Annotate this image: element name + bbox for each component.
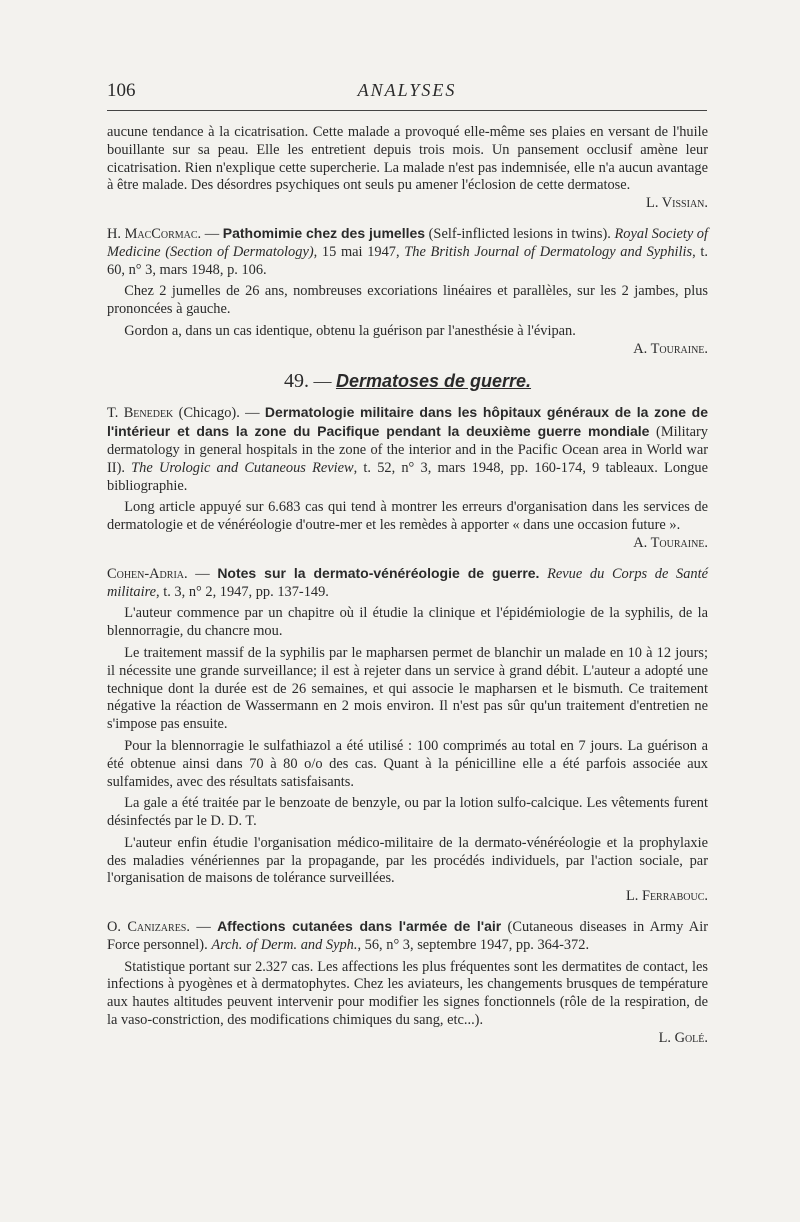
paragraph: Long article appuyé sur 6.683 cas qui tend à montrer les erreurs d'organisation dans les services de dermatologie et de vénéréologie d'outre-mer et les remèdes à apporter « dans une occasion future ».	[107, 499, 708, 534]
paragraph: L'auteur enfin étudie l'organisation médico-militaire de la dermato-vénéréologie et la prophylaxie des maladies vénériennes par la propagande, par les procédés individuels, par l'action sociale, par l'organisation de maisons de tolérance surveillées.	[107, 834, 708, 887]
signature: L. Ferrabouc.	[625, 888, 708, 905]
separator: —	[187, 565, 218, 582]
page-body	[107, 124, 708, 1048]
article-title: Affections cutanées dans l'armée de l'air	[217, 918, 502, 935]
running-title: ANALYSES	[357, 80, 457, 100]
journal-name: Arch. of Derm. and Syph.	[211, 936, 358, 953]
article-title: Pathomimie chez des jumelles	[222, 224, 426, 241]
citation-text: , t. 3, n° 2, 1947, pp. 137-149.	[156, 583, 329, 600]
author: Cohen-Adria.	[107, 565, 188, 582]
citation-text: , 56, n° 3, septembre 1947, pp. 364-372.	[357, 936, 590, 953]
separator: —	[201, 225, 223, 242]
citation	[107, 225, 708, 279]
section-title: Dermatoses de guerre.	[335, 370, 532, 391]
citation-text: , 15 mai 1947,	[313, 243, 405, 260]
signature: L. Vissian.	[646, 195, 708, 212]
author: O. Canizares.	[107, 919, 190, 936]
entry-benedek	[107, 404, 708, 552]
citation-text: , t. 60, n° 3, mars 1948, p. 106.	[107, 243, 709, 278]
page-number: 106	[107, 80, 136, 101]
signature: A. Touraine.	[633, 534, 708, 551]
paragraph: Gordon a, dans un cas identique, obtenu la guérison par l'anesthésie à l'évipan.	[124, 322, 576, 339]
citation	[107, 404, 708, 495]
article-title: Dermatologie militaire dans les hôpitaux généraux de la zone de l'intérieur et dans la zone du Pacifique pendant la deuxième guerre mondiale	[107, 404, 708, 440]
journal-name: Revue du Corps de Santé militaire	[107, 565, 708, 600]
separator: —	[308, 370, 336, 391]
journal-name: The British Journal of Dermatology and Syphilis	[404, 243, 693, 260]
section-heading	[107, 369, 708, 392]
journal-name: Royal Society of Medicine (Section of Dermatology)	[107, 225, 709, 260]
author: H. MacCormac.	[107, 225, 202, 242]
entry-cohen-adria	[107, 565, 708, 906]
citation-text: (Military dermatology in general hospitals in the zone of the interior and in the Pacific Ocean area in World war II).	[107, 424, 708, 476]
paragraph: aucune tendance à la cicatrisation. Cette malade a provoqué elle-même ses plaies en versant de l'huile bouillante sur sa peau. Elle les entretient depuis trois mois. Un pansement occlusif amène leur cicatrisation. Rien n'explique cette supercherie. La malade n'est pas indemnisée, elle n'a aucun avantage à être malade. Des désordres psychiques ont seuls pu amener l'éclosion de cette dermatose.	[107, 124, 708, 194]
entry-vissian	[107, 124, 708, 213]
citation	[107, 918, 708, 955]
citation-text: (Chicago). —	[173, 405, 265, 422]
paragraph: Pour la blennorragie le sulfathiazol a été utilisé : 100 comprimés au total en 7 jours. La guérison a été obtenue ainsi dans 70 à 80 o/o des cas. Quant à la pénicilline elle a été parfois associée aux sulfamides, avec des résultats satisfaisants.	[107, 737, 708, 790]
citation	[107, 565, 708, 602]
signature: L. Golé.	[658, 1029, 708, 1046]
paragraph: L'auteur commence par un chapitre où il étudie la clinique et l'épidémiologie de la syphilis, de la blennorragie, du chancre mou.	[107, 605, 708, 640]
paragraph: Chez 2 jumelles de 26 ans, nombreuses excoriations linéaires et parallèles, sur les 2 jambes, plus prononcées à gauche.	[107, 283, 708, 318]
signature: A. Touraine.	[633, 340, 708, 357]
citation-text: , t. 52, n° 3, mars 1948, pp. 160-174, 9 tableaux. Longue bibliographie.	[107, 459, 708, 494]
section-number: 49.	[283, 369, 309, 392]
header-rule	[107, 110, 707, 111]
article-title: Notes sur la dermato-vénéréologie de guerre.	[217, 564, 540, 581]
page-header	[107, 80, 707, 104]
separator: —	[189, 919, 218, 936]
paragraph: La gale a été traitée par le benzoate de benzyle, ou par la lotion sulfo-calcique. Les vêtements furent désinfectés par le D. D. T.	[107, 795, 708, 830]
entry-maccormac	[107, 225, 708, 359]
entry-canizares	[107, 918, 708, 1048]
author: T. Benedek	[107, 405, 174, 422]
citation-text: (Cutaneous diseases in Army Air Force personnel).	[107, 919, 708, 953]
citation-text: (Self-inflicted lesions in twins).	[425, 225, 615, 242]
journal-name: The Urologic and Cutaneous Review	[131, 459, 354, 476]
paragraph: Le traitement massif de la syphilis par le mapharsen permet de blanchir un malade en 10 à 12 jours; il nécessite une grande surveillance; il est à rejeter dans un service à grand débit. L'auteur a adopté une technique dont la durée est de 26 semaines, et qui associe le mapharsen et le bismuth. Ce traitement négative la réaction de Wassermann en 2 mois environ. Il n'est pas sûr qu'un traitement d'entretien ne s'impose pas ensuite.	[107, 644, 708, 733]
paragraph: Statistique portant sur 2.327 cas. Les affections les plus fréquentes sont les dermatites de contact, les infections à pyogènes et à dermatophytes. Chez les aviateurs, les changements brusques de température aux hautes altitudes peuvent intervenir pour modifier les signes fonctionnels (rôle de la respiration, de la vaso-constriction, des modifications chimiques du sang, etc...).	[107, 958, 708, 1029]
